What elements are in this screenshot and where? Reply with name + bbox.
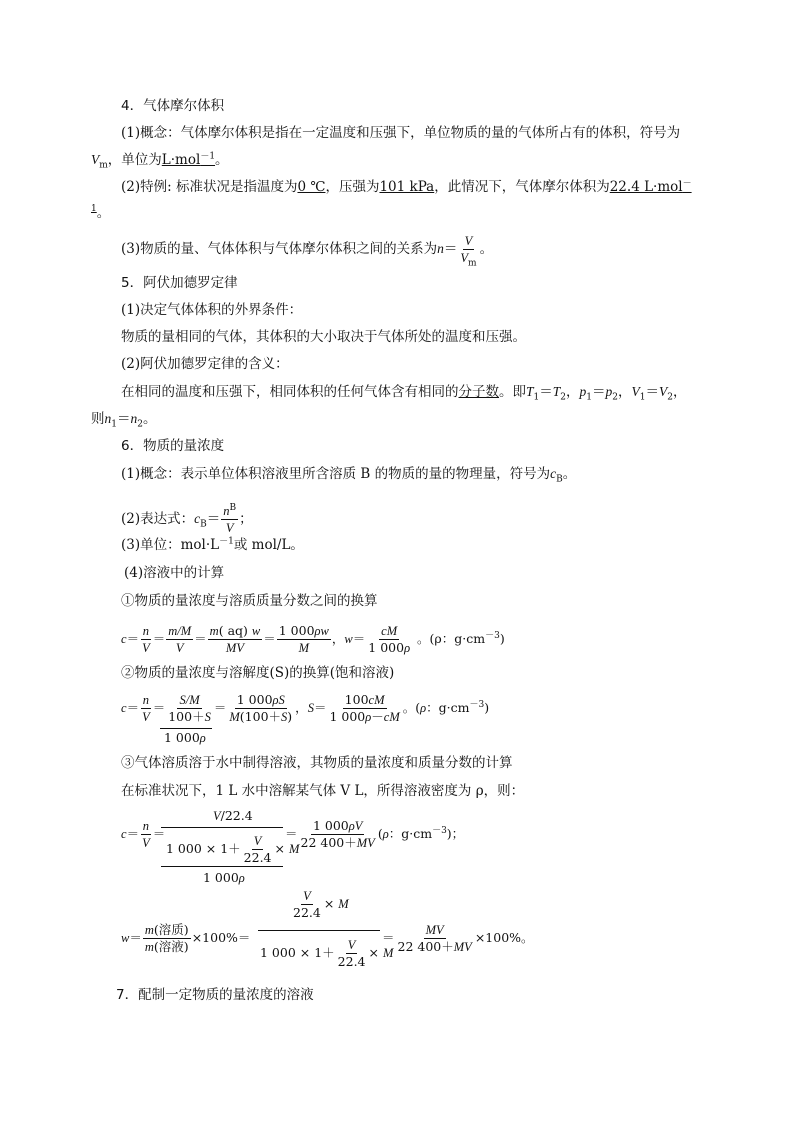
formula-gas-c-inner: 1 000 × 1＋ $\frac{V}{22.4}$ × M [166,834,300,865]
formula-gas-c-num: V/22.4 [213,808,253,823]
s4-special-line1: (2)特例: 标准状况是指温度为0 ℃，压强为101 kPa，此情况下，气体摩尔体积为22.4 L·mol－ [121,178,692,195]
formula-c-from-w: c＝ $\frac{n}{V}$ ＝ $\frac{m/M}{V}$ ＝ $\frac{m( aq) w}{MV}$ ＝ $\frac{1 000\rho w}{M}$ ，w＝ $\frac{cM}{1 000\rho}$ 。(ρ：$g\cdot cm^{-3}$) [121,623,505,655]
formula-gas-w-result: ＝ $\frac{MV}{22 400+MV}$ ×100%。 [382,923,534,954]
section-7-heading: 7．配制一定物质的量浓度的溶液 [116,987,314,1003]
s6-item1: ①物质的量浓度与溶质质量分数之间的换算 [121,593,378,609]
formula-gas-c-result: ＝ $\frac{1 000\rho V}{22 400+MV}$ (ρ：$g\cdot cm^{-3}$)； [285,818,465,850]
s6-unit: (3)单位：$mol\cdot L^{-1}$或 mol/L。 [121,536,304,553]
formula-gas-w-den: 1 000 × 1＋ $\frac{V}{22.4}$ × M [260,938,394,969]
s5-meaning-line2: 则$n_1=n_2$。 [91,411,157,430]
fraction-bar [160,728,212,729]
formula-gas-w-num: $\frac{V}{22.4}$ × M [293,889,349,920]
s4-special-line2: $^1$。 [91,204,111,221]
fraction-bar [161,827,283,828]
s5-meaning-title: (2)阿伏加德罗定律的含义： [121,356,289,372]
section-6-heading: 6．物质的量浓度 [121,438,225,454]
s4-concept-line2: $V_m$，单位为L·mol$^{-1}$。 [91,151,229,171]
s6-item3: ③气体溶质溶于水中制得溶液，其物质的量浓度和质量分数的计算 [121,755,513,771]
section-4-heading: 4．气体摩尔体积 [121,98,225,114]
fraction-bar [161,866,283,867]
section-5-heading: 5．阿伏加德罗定律 [121,275,238,291]
s4-concept-line1: (1)概念：气体摩尔体积是指在一定温度和压强下，单位物质的量的气体所占有的体积，符号为 [121,125,681,141]
s4-relation: (3)物质的量、气体体积与气体摩尔体积之间的关系为n＝ $\frac{V}{V_m}$ 。 [121,234,494,269]
s6-std-text: 在标准状况下，1 L 水中溶解某气体 V L，所得溶液密度为 ρ，则： [121,783,525,799]
formula-gas-c: c＝ $\frac{n}{V}$ ＝ [121,819,166,850]
formula-c-from-s: c＝ $\frac{n}{V}$ ＝ $\frac{S/M}{100+S}$ ＝ $\frac{1 000\rho S}{M(100+S)}$ ，S＝ $\frac{100cM}{1 000\rho-cM}$ 。(ρ：$g\cdot cm^{-3}$) [121,692,490,724]
formula-s-denominator: 1 000ρ [164,730,206,745]
s6-expression: (2)表达式：$c_B=$ $\frac{n^B}{V}$ ； [121,502,253,535]
s5-cond-text: 物质的量相同的气体，其体积的大小取决于气体所处的温度和压强。 [121,329,526,345]
s6-item2: ②物质的量浓度与溶解度(S)的换算(饱和溶液) [121,665,395,681]
fraction-bar [258,930,380,931]
s5-cond-title: (1)决定气体体积的外界条件： [121,302,303,318]
formula-gas-c-den: 1 000ρ [203,870,245,885]
formula-gas-w: w＝ m(溶质) m(溶液) ×100%＝ [121,922,251,954]
s6-concept: (1)概念：表示单位体积溶液里所含溶质 B 的物质的量的物理量，符号为$c_B$。 [121,466,577,485]
s5-meaning-line1: 在相同的温度和压强下，相同体积的任何气体含有相同的分子数。即$T_1=T_2$，$p_1=p_2$，$V_1=V_2$， [121,384,687,403]
s6-calc-title: (4)溶液中的计算 [124,565,225,581]
